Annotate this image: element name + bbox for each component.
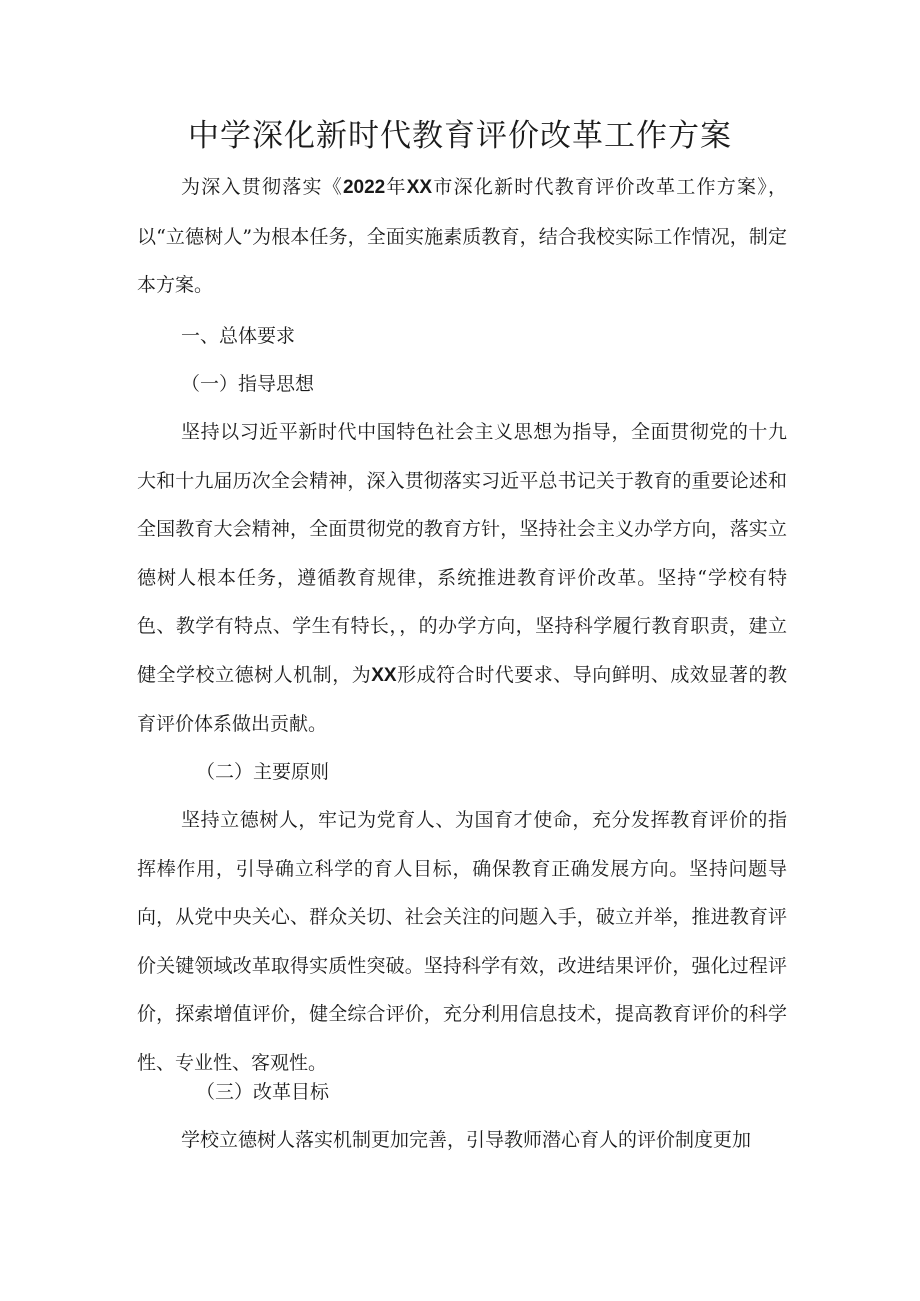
guiding-ideology-text-1: 坚持以习近平新时代中国特色社会主义思想为指导，全面贯彻党的十九大和十九届历次全会精神，深入贯彻落实习近平总书记关于教育的重要论述和全国教育大会精神，全面贯彻党的教育方针，坚持社会主义办学方向，落实立德树人根本任务，遵循教育规律，系统推进教育评价改革。坚持“学校有特色、教学有特点、学生有特长，，的办学方向，坚持科学履行教育职责，建立健全学校立德树人机制，为: [137, 421, 787, 686]
guiding-ideology-paragraph: [137, 408, 787, 749]
subsection-heading-guiding-ideology: （一）指导思想: [181, 373, 315, 395]
subsection-heading-reform-goals: （三）改革目标: [196, 1081, 330, 1103]
reform-goals-paragraph: 学校立德树人落实机制更加完善，引导教师潜心育人的评价制度更加: [181, 1129, 752, 1151]
section-heading-general-requirements: 一、总体要求: [181, 325, 296, 347]
subsection-heading-main-principles: （二）主要原则: [196, 761, 330, 783]
guiding-ideology-city: XX: [371, 664, 397, 686]
intro-text-1: 为深入贯彻落实《: [181, 176, 343, 198]
intro-text-3: 市深化新时代教育评价改革工作方案》，以“立德树人”为根本任务，全面实施素质教育，结合我校实际工作情况，制定本方案。: [137, 176, 787, 296]
main-principles-paragraph: 坚持立德树人，牢记为党育人、为国育才使命，充分发挥教育评价的指挥棒作用，引导确立科学的育人目标，确保教育正确发展方向。坚持问题导向，从党中央关心、群众关切、社会关注的问题入手，破立并举，推进教育评价关键领域改革取得实质性突破。坚持科学有效，改进结果评价，强化过程评价，探索增值评价，健全综合评价，充分利用信息技术，提高教育评价的科学性、专业性、客观性。: [137, 809, 787, 1074]
guiding-ideology-text-2: 形成符合时代要求、导向鲜明、成效显著的教育评价体系做出贡献。: [137, 663, 787, 735]
document-title: 中学深化新时代教育评价改革工作方案: [188, 118, 732, 154]
intro-year: 2022: [342, 177, 386, 198]
intro-city: XX: [406, 177, 433, 198]
intro-paragraph: [137, 163, 787, 310]
intro-text-2: 年: [385, 176, 407, 198]
